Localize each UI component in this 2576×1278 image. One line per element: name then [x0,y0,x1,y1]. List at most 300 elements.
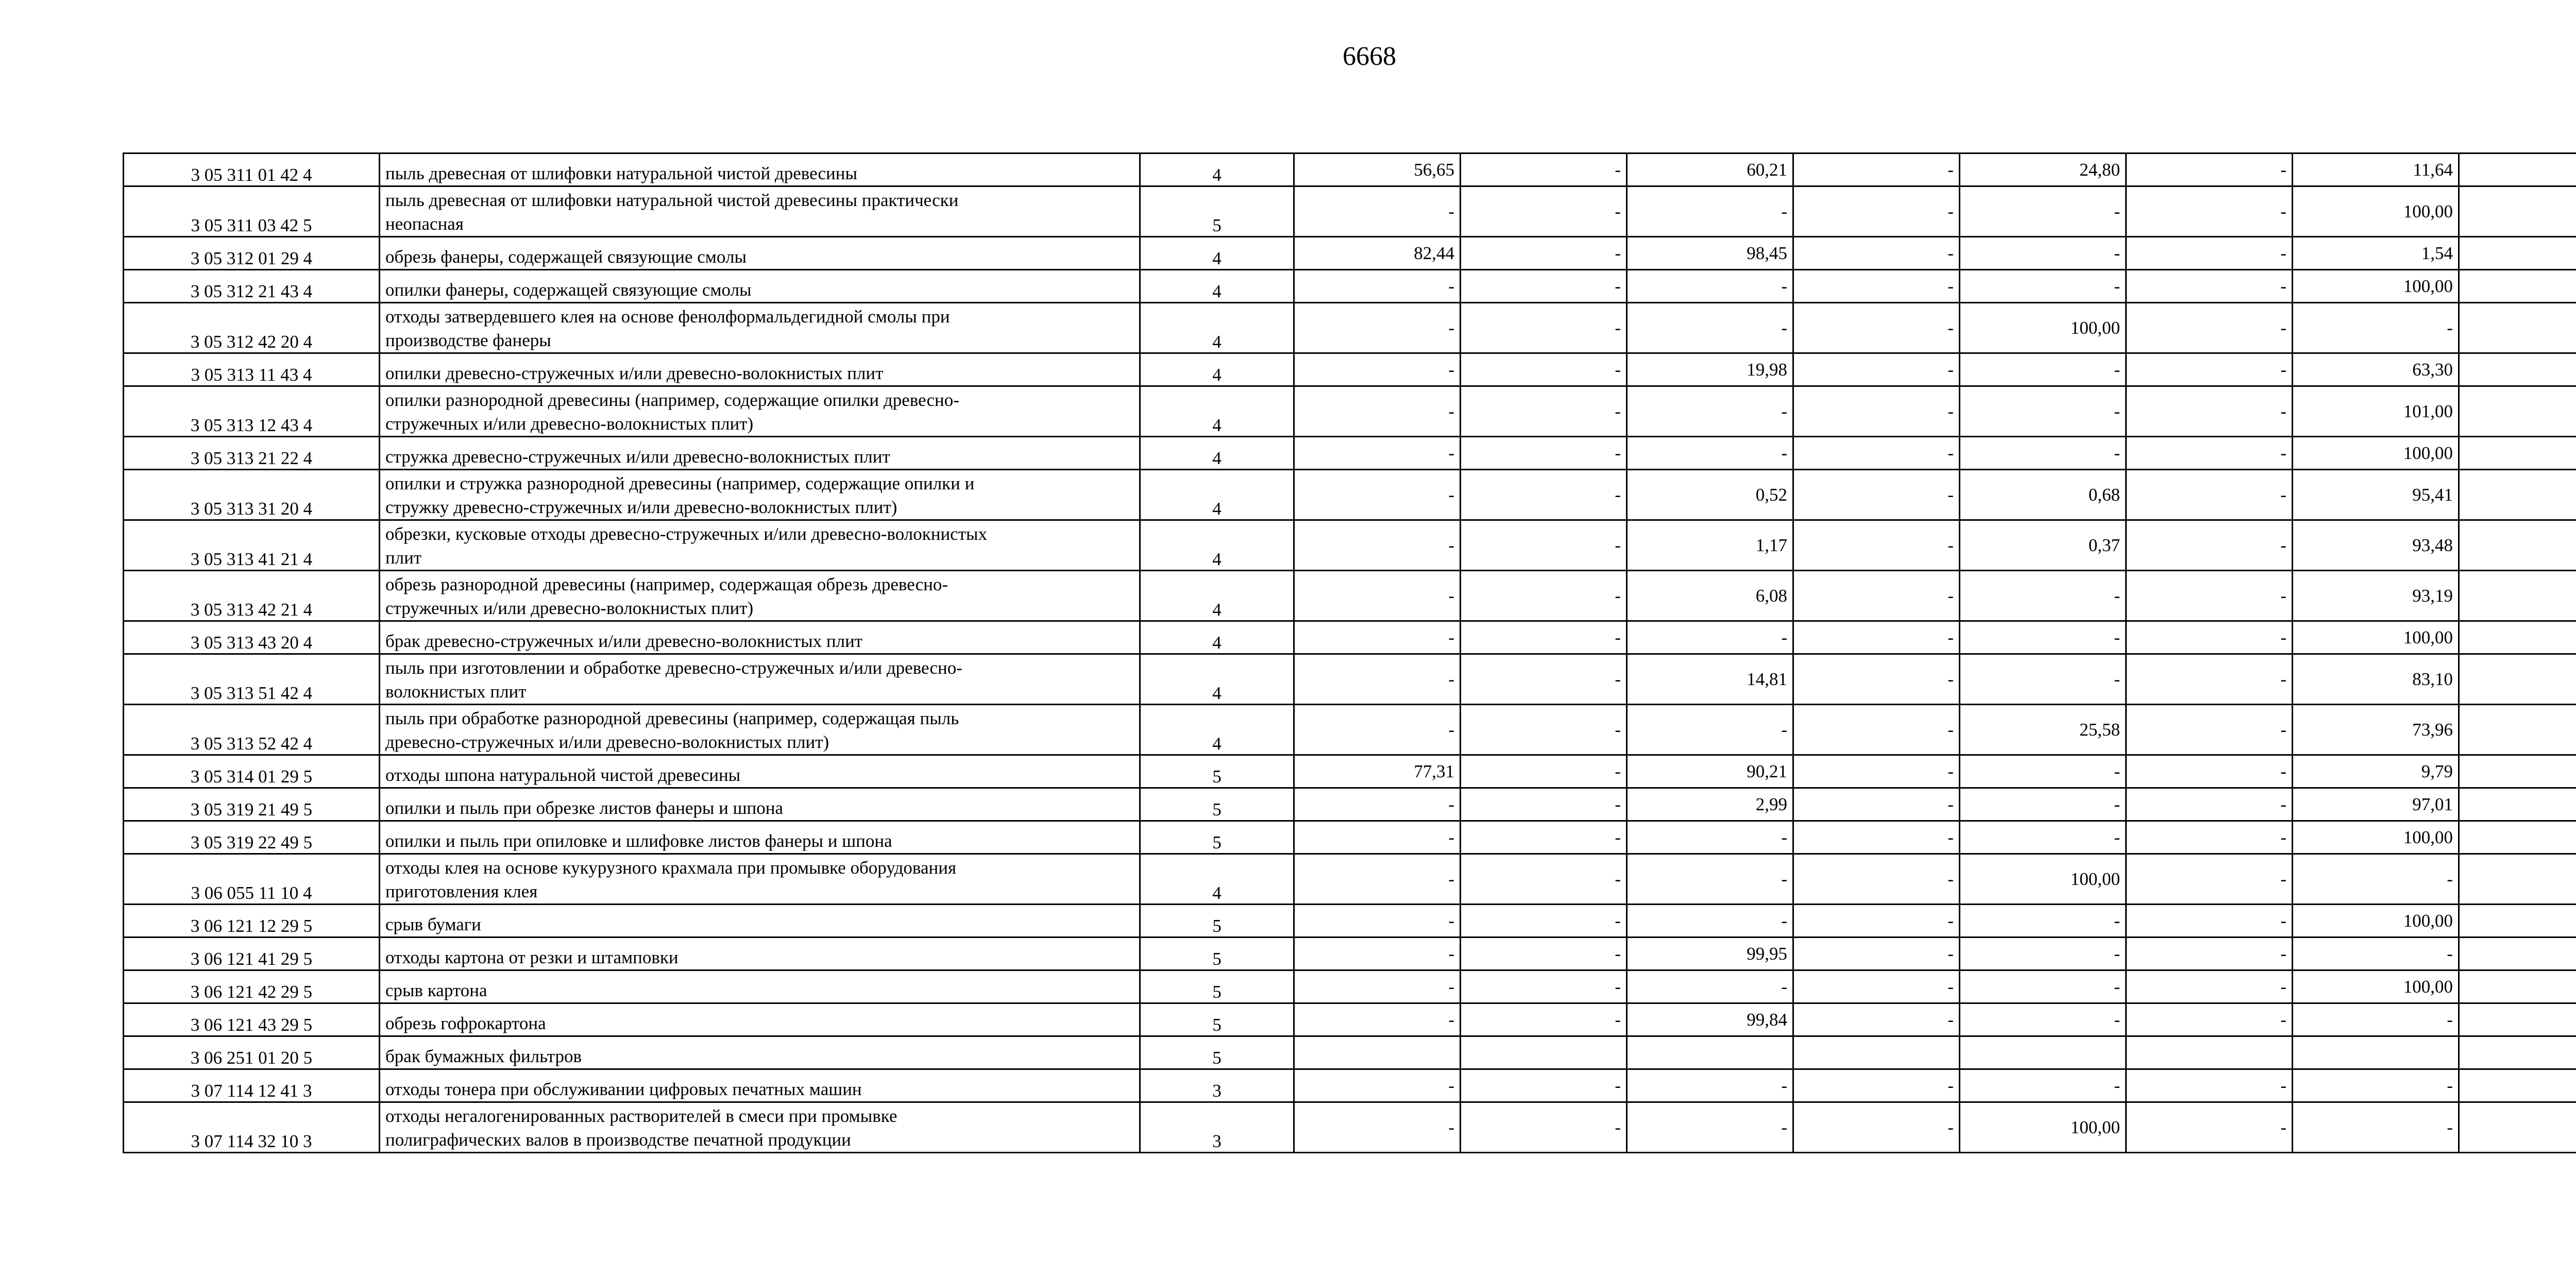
waste-name-cell [380,788,1140,821]
value-cell: - [1627,386,1793,437]
waste-name-line: стружку древесно-стружечных и/или древесно-волокнистых плит) [385,497,897,517]
value-cell: - [1461,1102,1627,1153]
waste-code-cell: 3 05 312 42 20 4 [124,303,380,353]
hazard-class-cell: 4 [1140,654,1294,705]
waste-name-cell [380,755,1140,788]
waste-name-line: полиграфических валов в производстве печатной продукции [385,1130,851,1150]
waste-code-cell: 3 05 313 43 20 4 [124,621,380,654]
waste-name-line: брак бумажных фильтров [385,1046,582,1066]
table-row [124,520,2576,571]
value-cell: - [1793,154,1960,186]
waste-name-line: стружка древесно-стружечных и/или древесно-волокнистых плит [385,447,890,467]
value-cell: - [2126,386,2293,437]
value-cell: - [1461,755,1627,788]
waste-name-line: обрезки, кусковые отходы древесно-стружечных и/или древесно-волокнистых [385,524,988,544]
waste-name-cell [380,353,1140,386]
value-cell: - [1294,353,1461,386]
waste-code-cell: 3 05 319 21 49 5 [124,788,380,821]
waste-name-line: приготовления клея [385,881,538,901]
value-cell [2459,237,2576,270]
value-cell: - [1960,938,2126,970]
value-cell: - [1627,970,1793,1003]
value-cell [2459,970,2576,1003]
hazard-class-cell: 3 [1140,1102,1294,1153]
value-cell: - [1461,154,1627,186]
value-cell: 100,00 [2293,437,2459,470]
value-cell: 98,45 [1627,237,1793,270]
value-cell: - [1294,788,1461,821]
waste-name-line: обрезь фанеры, содержащей связующие смолы [385,247,747,267]
value-cell: - [1960,654,2126,705]
hazard-class-cell: 5 [1140,1003,1294,1036]
value-cell: 100,00 [2293,821,2459,854]
value-cell: - [2126,520,2293,571]
table-row [124,705,2576,755]
value-cell: 100,00 [2293,970,2459,1003]
value-cell: - [1960,186,2126,237]
table-body [124,154,2576,1153]
hazard-class-cell: 3 [1140,1069,1294,1102]
value-cell: - [1294,705,1461,755]
waste-name-cell [380,303,1140,353]
waste-name-cell [380,154,1140,186]
value-cell: - [1461,571,1627,621]
value-cell: - [2126,938,2293,970]
value-cell: - [2293,1003,2459,1036]
waste-code-cell: 3 06 121 41 29 5 [124,938,380,970]
waste-name-line: обрезь гофрокартона [385,1013,546,1033]
value-cell: - [1461,970,1627,1003]
value-cell [2126,1036,2293,1069]
value-cell: - [1793,353,1960,386]
value-cell [1461,1036,1627,1069]
value-cell: 93,19 [2293,571,2459,621]
value-cell: - [1793,854,1960,905]
waste-name-cell [380,571,1140,621]
value-cell [2459,938,2576,970]
table-row [124,755,2576,788]
value-cell: - [2126,437,2293,470]
value-cell: - [1461,621,1627,654]
waste-name-line: опилки и стружка разнородной древесины (например, содержащие опилки и [385,473,975,493]
value-cell: 77,31 [1294,755,1461,788]
value-cell: - [1294,386,1461,437]
waste-name-line: пыль при изготовлении и обработке древесно-стружечных и/или древесно- [385,658,962,678]
hazard-class-cell: 5 [1140,788,1294,821]
waste-name-line: обрезь разнородной древесины (например, содержащая обрезь древесно- [385,574,948,594]
value-cell: - [1793,186,1960,237]
value-cell: - [2293,303,2459,353]
waste-name-cell [380,938,1140,970]
value-cell [2459,654,2576,705]
waste-name-line: брак древесно-стружечных и/или древесно-волокнистых плит [385,631,863,651]
waste-name-cell [380,1102,1140,1153]
value-cell: - [1294,437,1461,470]
table-row [124,270,2576,303]
waste-name-cell [380,186,1140,237]
value-cell [1294,1036,1461,1069]
value-cell [2459,303,2576,353]
value-cell: 63,30 [2293,353,2459,386]
value-cell [2459,571,2576,621]
value-cell: - [2126,788,2293,821]
table-row [124,788,2576,821]
value-cell: 90,21 [1627,755,1793,788]
value-cell: 0,52 [1627,470,1793,520]
value-cell: - [2126,1069,2293,1102]
value-cell: - [1960,970,2126,1003]
waste-name-line: пыль древесная от шлифовки натуральной чистой древесины [385,163,857,183]
value-cell: - [1294,571,1461,621]
value-cell: - [1461,437,1627,470]
value-cell: - [1294,1069,1461,1102]
table-row [124,905,2576,938]
value-cell: - [1793,755,1960,788]
value-cell: 9,79 [2293,755,2459,788]
waste-code-cell: 3 07 114 32 10 3 [124,1102,380,1153]
waste-name-line: стружечных и/или древесно-волокнистых плит) [385,598,754,618]
value-cell: 25,58 [1960,705,2126,755]
value-cell: - [1294,821,1461,854]
waste-name-cell [380,821,1140,854]
value-cell: - [2126,1003,2293,1036]
waste-code-cell: 3 07 114 12 41 3 [124,1069,380,1102]
value-cell: - [1793,1069,1960,1102]
value-cell: - [2293,938,2459,970]
waste-name-cell [380,1036,1140,1069]
value-cell: - [1461,705,1627,755]
value-cell: - [1793,437,1960,470]
value-cell: - [1627,437,1793,470]
value-cell: - [2126,470,2293,520]
table-row [124,571,2576,621]
value-cell: - [1960,386,2126,437]
value-cell: - [1461,520,1627,571]
hazard-class-cell: 4 [1140,303,1294,353]
value-cell: - [1627,1069,1793,1102]
value-cell: - [2126,154,2293,186]
value-cell: - [1461,654,1627,705]
value-cell: - [1294,186,1461,237]
value-cell: - [1960,1069,2126,1102]
waste-name-cell [380,437,1140,470]
value-cell: - [1960,905,2126,938]
waste-code-cell: 3 05 319 22 49 5 [124,821,380,854]
hazard-class-cell: 5 [1140,970,1294,1003]
value-cell: 100,00 [2293,621,2459,654]
value-cell: - [1627,905,1793,938]
value-cell: 6,08 [1627,571,1793,621]
value-cell: - [1627,854,1793,905]
waste-name-line: отходы негалогенированных растворителей в смеси при промывке [385,1106,897,1126]
value-cell: 100,00 [2293,270,2459,303]
value-cell: - [1294,854,1461,905]
table-row [124,237,2576,270]
table-row [124,1102,2576,1153]
hazard-class-cell: 5 [1140,905,1294,938]
waste-code-cell: 3 05 313 42 21 4 [124,571,380,621]
value-cell: - [2293,1102,2459,1153]
waste-name-cell [380,270,1140,303]
value-cell [2459,437,2576,470]
table-row [124,386,2576,437]
value-cell: - [1294,621,1461,654]
waste-name-cell [380,237,1140,270]
value-cell: 93,48 [2293,520,2459,571]
waste-name-line: неопасная [385,214,464,234]
hazard-class-cell: 4 [1140,854,1294,905]
value-cell: - [1793,270,1960,303]
value-cell: - [2126,1102,2293,1153]
value-cell: - [1793,1102,1960,1153]
value-cell: - [2126,621,2293,654]
table-row [124,1036,2576,1069]
hazard-class-cell: 4 [1140,520,1294,571]
table-row [124,303,2576,353]
value-cell: - [2126,705,2293,755]
value-cell: - [1461,186,1627,237]
value-cell: - [1294,938,1461,970]
waste-name-cell [380,854,1140,905]
hazard-class-cell: 4 [1140,270,1294,303]
waste-name-line: опилки и пыль при обрезке листов фанеры и шпона [385,798,784,818]
waste-name-line: опилки разнородной древесины (например, содержащие опилки древесно- [385,390,959,410]
value-cell [2459,154,2576,186]
value-cell: - [2126,654,2293,705]
waste-name-cell [380,386,1140,437]
value-cell: - [1294,1102,1461,1153]
value-cell: - [1294,303,1461,353]
value-cell: - [1960,270,2126,303]
value-cell: 95,41 [2293,470,2459,520]
value-cell: - [1461,270,1627,303]
table-row [124,353,2576,386]
hazard-class-cell: 4 [1140,621,1294,654]
value-cell: 24,80 [1960,154,2126,186]
value-cell: - [1461,353,1627,386]
value-cell: - [1294,905,1461,938]
table-row [124,186,2576,237]
value-cell: - [1793,303,1960,353]
hazard-class-cell: 4 [1140,237,1294,270]
waste-code-cell: 3 05 312 01 29 4 [124,237,380,270]
value-cell: - [1294,970,1461,1003]
waste-code-cell: 3 06 121 43 29 5 [124,1003,380,1036]
value-cell: - [1461,788,1627,821]
value-cell: - [1461,938,1627,970]
value-cell: - [2126,303,2293,353]
value-cell: - [1461,854,1627,905]
value-cell: 99,84 [1627,1003,1793,1036]
value-cell: 97,01 [2293,788,2459,821]
value-cell: 82,44 [1294,237,1461,270]
waste-name-line: пыль древесная от шлифовки натуральной чистой древесины практически [385,190,959,210]
waste-name-line: отходы картона от резки и штамповки [385,947,679,967]
value-cell: - [1461,386,1627,437]
value-cell: - [1793,1003,1960,1036]
hazard-class-cell: 5 [1140,938,1294,970]
waste-name-line: срыв бумаги [385,914,481,934]
value-cell [2459,353,2576,386]
value-cell [2459,788,2576,821]
value-cell: 100,00 [2293,186,2459,237]
value-cell [2459,1036,2576,1069]
waste-code-cell: 3 06 121 42 29 5 [124,970,380,1003]
hazard-class-cell: 5 [1140,755,1294,788]
value-cell: - [1960,571,2126,621]
value-cell: 100,00 [1960,854,2126,905]
value-cell [2459,755,2576,788]
waste-code-cell: 3 05 313 41 21 4 [124,520,380,571]
hazard-class-cell: 4 [1140,470,1294,520]
waste-code-cell: 3 05 313 31 20 4 [124,470,380,520]
hazard-class-cell: 4 [1140,571,1294,621]
value-cell: - [1960,437,2126,470]
waste-name-line: отходы тонера при обслуживании цифровых печатных машин [385,1079,862,1099]
waste-name-line: отходы затвердевшего клея на основе фенолформальдегидной смолы при [385,306,950,327]
value-cell: - [2293,854,2459,905]
value-cell [2293,1036,2459,1069]
value-cell: - [1960,788,2126,821]
waste-code-cell: 3 05 314 01 29 5 [124,755,380,788]
waste-name-line: опилки и пыль при опиловке и шлифовке листов фанеры и шпона [385,831,892,851]
waste-code-cell: 3 06 055 11 10 4 [124,854,380,905]
value-cell [2459,520,2576,571]
value-cell [1793,1036,1960,1069]
value-cell: - [1294,654,1461,705]
value-cell: - [1793,470,1960,520]
waste-code-cell: 3 05 312 21 43 4 [124,270,380,303]
value-cell [2459,705,2576,755]
page-number: 6668 [1343,42,1396,71]
value-cell: - [1793,705,1960,755]
waste-code-cell: 3 05 311 01 42 4 [124,154,380,186]
waste-name-cell [380,621,1140,654]
value-cell: - [1960,821,2126,854]
value-cell [2459,621,2576,654]
hazard-class-cell: 4 [1140,437,1294,470]
value-cell: - [2126,571,2293,621]
table-row [124,621,2576,654]
waste-name-cell [380,705,1140,755]
hazard-class-cell: 4 [1140,154,1294,186]
value-cell [2459,186,2576,237]
table-row [124,821,2576,854]
hazard-class-cell: 4 [1140,705,1294,755]
value-cell: 60,21 [1627,154,1793,186]
value-cell: 56,65 [1294,154,1461,186]
waste-name-line: срыв картона [385,980,487,1000]
value-cell: - [2126,970,2293,1003]
value-cell: - [1793,970,1960,1003]
waste-name-cell [380,970,1140,1003]
waste-code-cell: 3 05 313 12 43 4 [124,386,380,437]
value-cell: - [1294,270,1461,303]
waste-code-cell: 3 06 121 12 29 5 [124,905,380,938]
value-cell: - [1461,1069,1627,1102]
waste-name-cell [380,1003,1140,1036]
value-cell: - [1461,821,1627,854]
value-cell: 0,37 [1960,520,2126,571]
value-cell: - [1627,1102,1793,1153]
table-row [124,154,2576,186]
waste-name-cell [380,905,1140,938]
value-cell: - [1461,470,1627,520]
waste-name-line: стружечных и/или древесно-волокнистых плит) [385,414,754,434]
value-cell [2459,1102,2576,1153]
value-cell: 2,99 [1627,788,1793,821]
waste-name-cell [380,654,1140,705]
waste-code-cell: 3 05 311 03 42 5 [124,186,380,237]
value-cell [2459,1003,2576,1036]
waste-code-cell: 3 05 313 51 42 4 [124,654,380,705]
value-cell [2459,386,2576,437]
waste-name-line: отходы клея на основе кукурузного крахмала при промывке оборудования [385,858,957,878]
table-row [124,654,2576,705]
value-cell: - [1461,1003,1627,1036]
value-cell: - [2126,270,2293,303]
value-cell: 1,17 [1627,520,1793,571]
value-cell: - [1960,621,2126,654]
waste-code-cell: 3 05 313 21 22 4 [124,437,380,470]
table-row [124,970,2576,1003]
value-cell: - [1627,270,1793,303]
waste-name-cell [380,520,1140,571]
waste-name-line: волокнистых плит [385,681,527,702]
value-cell [2459,905,2576,938]
value-cell: - [1294,520,1461,571]
hazard-class-cell: 4 [1140,353,1294,386]
waste-code-cell: 3 05 313 11 43 4 [124,353,380,386]
waste-name-line: опилки древесно-стружечных и/или древесно-волокнистых плит [385,363,884,383]
value-cell: 100,00 [1960,303,2126,353]
value-cell: 1,54 [2293,237,2459,270]
value-cell: - [1960,755,2126,788]
value-cell: - [1627,821,1793,854]
value-cell [2459,470,2576,520]
waste-name-line: производстве фанеры [385,330,551,350]
hazard-class-cell: 4 [1140,386,1294,437]
table-row [124,470,2576,520]
value-cell: 19,98 [1627,353,1793,386]
value-cell: - [1793,237,1960,270]
value-cell: 73,96 [2293,705,2459,755]
value-cell: - [2126,186,2293,237]
value-cell: - [1793,821,1960,854]
table-row [124,1069,2576,1102]
value-cell: - [1960,1003,2126,1036]
table-row [124,437,2576,470]
value-cell: - [1793,788,1960,821]
value-cell: - [2126,854,2293,905]
table-row [124,854,2576,905]
hazard-class-cell: 5 [1140,186,1294,237]
value-cell: 100,00 [1960,1102,2126,1153]
value-cell: 99,95 [1627,938,1793,970]
value-cell: - [1461,905,1627,938]
value-cell: - [1461,237,1627,270]
value-cell: 14,81 [1627,654,1793,705]
value-cell: - [2126,237,2293,270]
value-cell: - [1793,386,1960,437]
value-cell: - [1793,654,1960,705]
value-cell: 100,00 [2293,905,2459,938]
value-cell: - [1793,938,1960,970]
value-cell: - [2126,905,2293,938]
value-cell: 11,64 [2293,154,2459,186]
value-cell: - [2126,755,2293,788]
value-cell: - [2126,821,2293,854]
